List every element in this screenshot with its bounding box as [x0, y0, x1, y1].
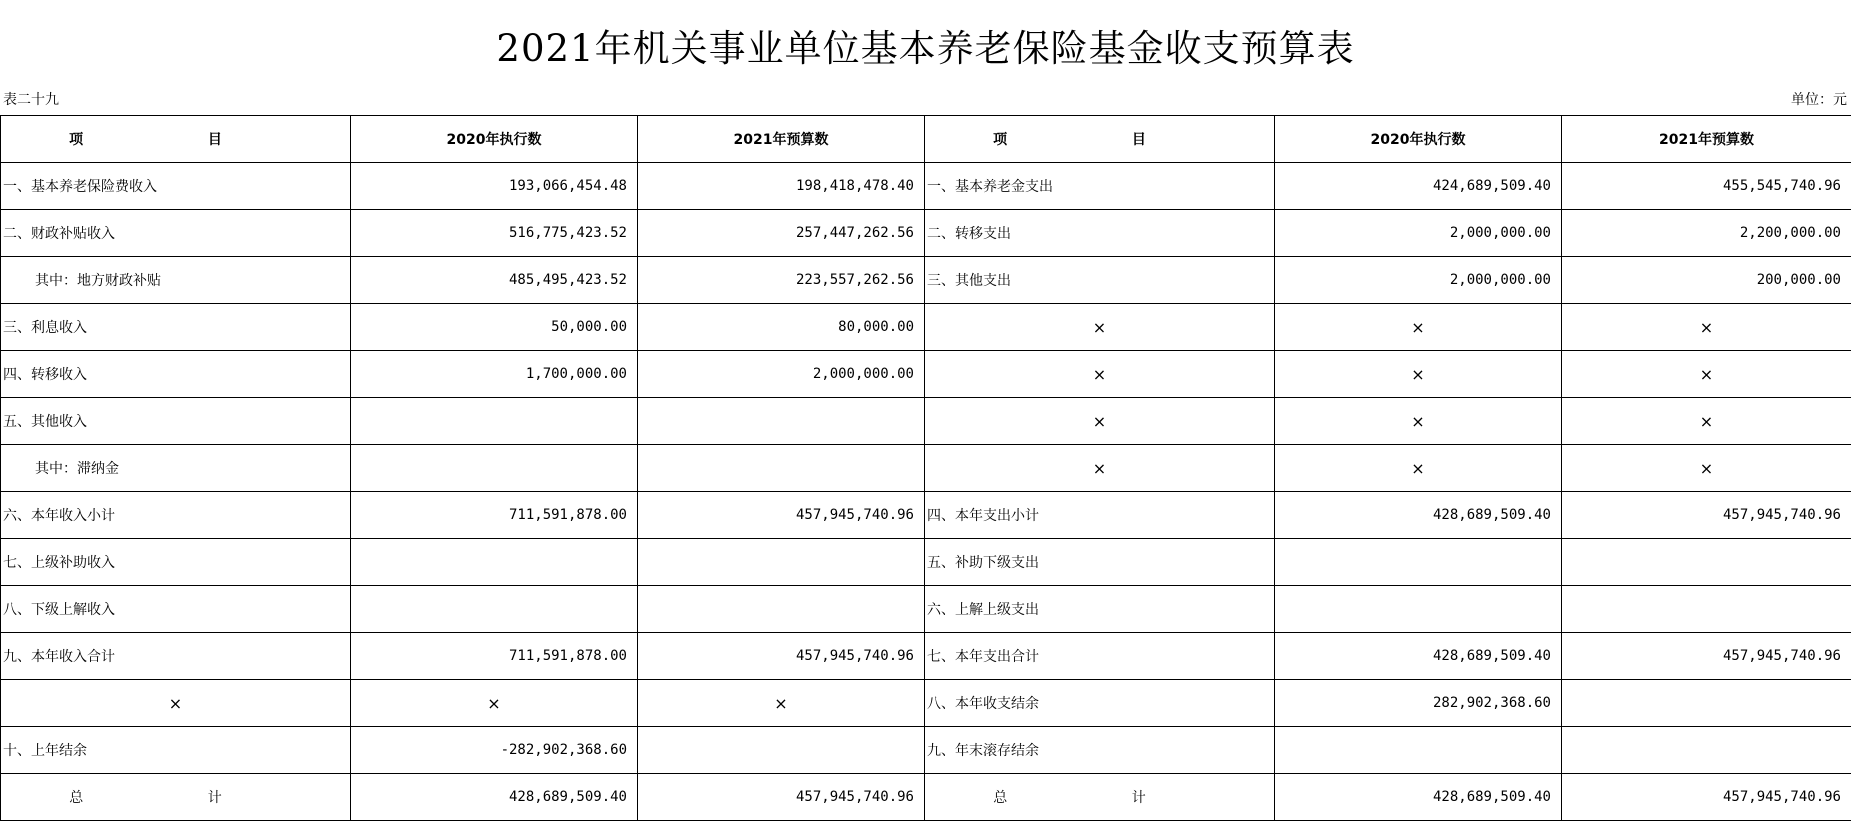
income-2020: [351, 539, 638, 586]
expense-item: 九、年末滚存结余: [925, 727, 1275, 774]
income-2020: 485,495,423.52: [351, 257, 638, 304]
income-2020: [351, 398, 638, 445]
header-income-2021: 2021年预算数: [638, 116, 925, 163]
income-2020: 193,066,454.48: [351, 163, 638, 210]
table-number: 表二十九: [3, 92, 59, 108]
na-mark: ×: [351, 680, 638, 727]
na-mark: ×: [925, 398, 1275, 445]
header-income-2020: 2020年执行数: [351, 116, 638, 163]
income-item: 五、其他收入: [1, 398, 351, 445]
na-mark: ×: [925, 351, 1275, 398]
expense-item: 一、基本养老金支出: [925, 163, 1275, 210]
na-mark: ×: [1275, 304, 1562, 351]
expense-2020: 2,000,000.00: [1275, 257, 1562, 304]
income-item: 二、财政补贴收入: [1, 210, 351, 257]
income-item: 一、基本养老保险费收入: [1, 163, 351, 210]
table-header-row: [1, 116, 1851, 163]
income-2020: 711,591,878.00: [351, 633, 638, 680]
income-2021: [638, 398, 925, 445]
income-total-label: 总 计: [1, 774, 351, 821]
expense-2021: 455,545,740.96: [1562, 163, 1851, 210]
expense-2021: [1562, 586, 1851, 633]
income-2020: [351, 586, 638, 633]
expense-2021: 457,945,740.96: [1562, 492, 1851, 539]
table-row: [1, 727, 1851, 774]
na-mark: ×: [638, 680, 925, 727]
income-item: 八、下级上解收入: [1, 586, 351, 633]
table-row: [1, 539, 1851, 586]
table-row: [1, 445, 1851, 492]
na-mark: ×: [1562, 304, 1851, 351]
income-item: 十、上年结余: [1, 727, 351, 774]
expense-2021: [1562, 539, 1851, 586]
income-2020: 711,591,878.00: [351, 492, 638, 539]
expense-item: 二、转移支出: [925, 210, 1275, 257]
unit-label: 单位：元: [1791, 92, 1847, 108]
income-2021: [638, 539, 925, 586]
income-2021: [638, 727, 925, 774]
table-row: [1, 210, 1851, 257]
income-2021: 80,000.00: [638, 304, 925, 351]
header-expense-item: 项 目: [925, 116, 1275, 163]
income-item: 九、本年收入合计: [1, 633, 351, 680]
table-row: [1, 398, 1851, 445]
na-mark: ×: [925, 304, 1275, 351]
income-2021: [638, 586, 925, 633]
na-mark: ×: [1275, 398, 1562, 445]
table-row: [1, 163, 1851, 210]
expense-2021: 457,945,740.96: [1562, 774, 1851, 821]
expense-total-label: 总 计: [925, 774, 1275, 821]
income-item: 其中：滞纳金: [1, 445, 351, 492]
table-row: [1, 351, 1851, 398]
expense-item: 七、本年支出合计: [925, 633, 1275, 680]
table-row-total: [1, 774, 1851, 821]
budget-table: [0, 115, 1851, 821]
table-row: [1, 680, 1851, 727]
income-2021: 257,447,262.56: [638, 210, 925, 257]
expense-2021: [1562, 680, 1851, 727]
income-2021: 457,945,740.96: [638, 492, 925, 539]
header-expense-2020: 2020年执行数: [1275, 116, 1562, 163]
income-item: 其中：地方财政补贴: [1, 257, 351, 304]
expense-2021: [1562, 727, 1851, 774]
income-2020: -282,902,368.60: [351, 727, 638, 774]
expense-2020: [1275, 539, 1562, 586]
expense-item: 三、其他支出: [925, 257, 1275, 304]
income-2020: 1,700,000.00: [351, 351, 638, 398]
expense-2020: 428,689,509.40: [1275, 492, 1562, 539]
income-item: 四、转移收入: [1, 351, 351, 398]
expense-2020: 424,689,509.40: [1275, 163, 1562, 210]
income-2020: [351, 445, 638, 492]
income-2020: 428,689,509.40: [351, 774, 638, 821]
na-mark: ×: [1, 680, 351, 727]
expense-item: 五、补助下级支出: [925, 539, 1275, 586]
income-2021: 2,000,000.00: [638, 351, 925, 398]
income-item: 三、利息收入: [1, 304, 351, 351]
income-2020: 516,775,423.52: [351, 210, 638, 257]
income-2021: 457,945,740.96: [638, 774, 925, 821]
expense-2021: 200,000.00: [1562, 257, 1851, 304]
table-row: [1, 257, 1851, 304]
expense-2020: 2,000,000.00: [1275, 210, 1562, 257]
income-2021: [638, 445, 925, 492]
expense-item: 四、本年支出小计: [925, 492, 1275, 539]
expense-2020: [1275, 586, 1562, 633]
income-item: 六、本年收入小计: [1, 492, 351, 539]
table-row: [1, 304, 1851, 351]
na-mark: ×: [1562, 398, 1851, 445]
expense-item: 八、本年收支结余: [925, 680, 1275, 727]
expense-2021: 457,945,740.96: [1562, 633, 1851, 680]
income-2020: 50,000.00: [351, 304, 638, 351]
na-mark: ×: [1275, 445, 1562, 492]
header-expense-2021: 2021年预算数: [1562, 116, 1851, 163]
na-mark: ×: [1562, 445, 1851, 492]
na-mark: ×: [1562, 351, 1851, 398]
header-income-item: 项 目: [1, 116, 351, 163]
expense-item: 六、上解上级支出: [925, 586, 1275, 633]
table-row: [1, 633, 1851, 680]
income-2021: 223,557,262.56: [638, 257, 925, 304]
expense-2020: 428,689,509.40: [1275, 633, 1562, 680]
na-mark: ×: [925, 445, 1275, 492]
na-mark: ×: [1275, 351, 1562, 398]
expense-2020: 428,689,509.40: [1275, 774, 1562, 821]
income-item: 七、上级补助收入: [1, 539, 351, 586]
expense-2020: [1275, 727, 1562, 774]
table-row: [1, 492, 1851, 539]
income-2021: 198,418,478.40: [638, 163, 925, 210]
income-2021: 457,945,740.96: [638, 633, 925, 680]
expense-2020: 282,902,368.60: [1275, 680, 1562, 727]
page-title: 2021年机关事业单位基本养老保险基金收支预算表: [496, 27, 1355, 70]
table-row: [1, 586, 1851, 633]
expense-2021: 2,200,000.00: [1562, 210, 1851, 257]
